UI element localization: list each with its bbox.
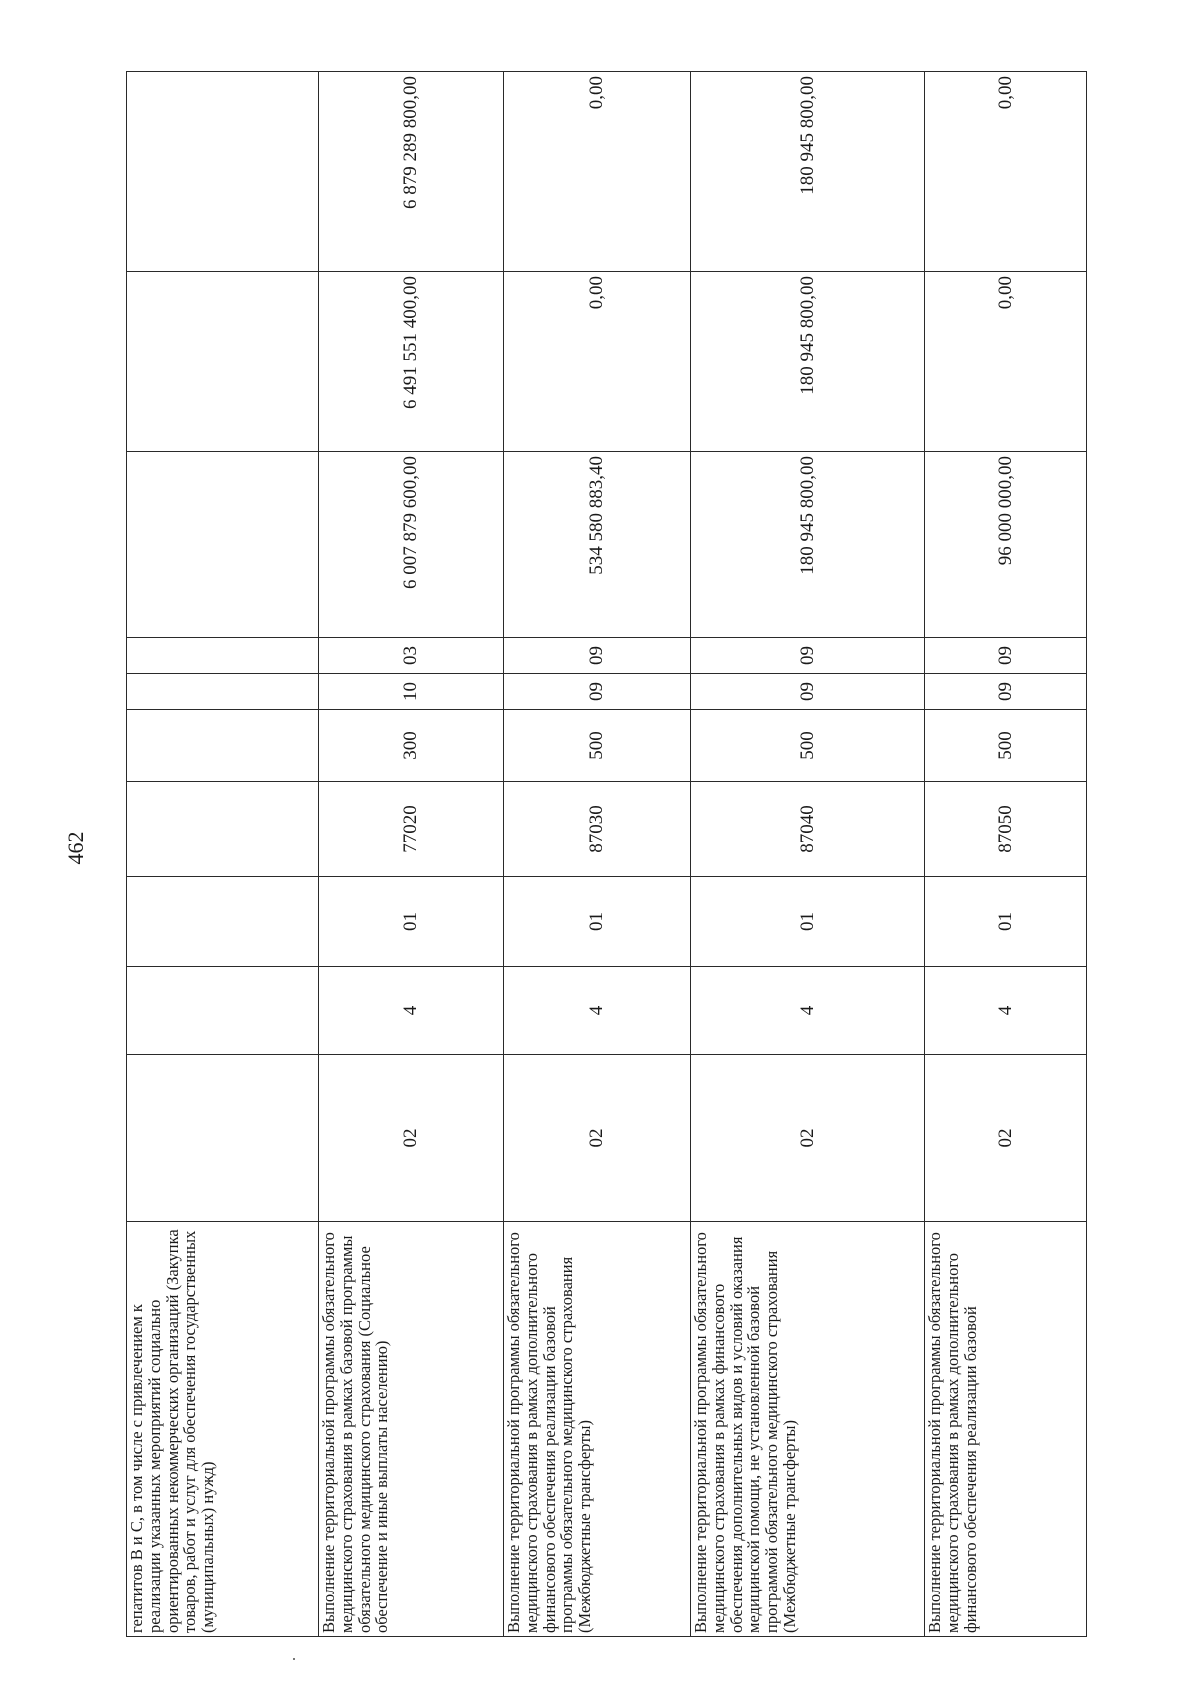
cell-csr: 87050 <box>925 782 1087 877</box>
cell-amount-1: 534 580 883,40 <box>504 452 691 638</box>
cell-col6 <box>127 674 319 710</box>
document-table-area <box>126 72 1086 1637</box>
table-row <box>925 72 1087 1637</box>
cell-col6: 10 <box>319 674 504 710</box>
cell-rz: 4 <box>691 967 925 1055</box>
cell-col7: 09 <box>504 638 691 674</box>
cell-amount-1 <box>127 452 319 638</box>
cell-pr: 01 <box>504 877 691 967</box>
cell-col6: 09 <box>925 674 1087 710</box>
table-row <box>504 72 691 1637</box>
cell-vr: 500 <box>504 710 691 782</box>
cell-csr <box>127 782 319 877</box>
cell-rz: 4 <box>925 967 1087 1055</box>
cell-mz: 02 <box>925 1055 1087 1222</box>
cell-vr: 500 <box>691 710 925 782</box>
cell-amount-2 <box>127 272 319 452</box>
cell-mz <box>127 1055 319 1222</box>
table-row <box>691 72 925 1637</box>
row-description: гепатитов В и С, в том числе с привлечением к реализации указанных мероприятий социально ориентированных некоммерческих организаций (Закупка товаров, работ и услуг для обеспечения государственных (муниципальных) нужд) <box>127 1222 319 1637</box>
cell-amount-2: 0,00 <box>925 272 1087 452</box>
cell-rz <box>127 967 319 1055</box>
cell-rz: 4 <box>504 967 691 1055</box>
cell-csr: 87030 <box>504 782 691 877</box>
cell-amount-1: 6 007 879 600,00 <box>319 452 504 638</box>
cell-rz: 4 <box>319 967 504 1055</box>
rotated-table-wrapper <box>126 72 1086 1637</box>
cell-mz: 02 <box>319 1055 504 1222</box>
cell-pr: 01 <box>319 877 504 967</box>
scan-speck <box>293 1658 295 1660</box>
cell-amount-1: 96 000 000,00 <box>925 452 1087 638</box>
cell-vr: 500 <box>925 710 1087 782</box>
cell-vr: 300 <box>319 710 504 782</box>
cell-amount-2: 180 945 800,00 <box>691 272 925 452</box>
cell-amount-2: 6 491 551 400,00 <box>319 272 504 452</box>
cell-csr: 77020 <box>319 782 504 877</box>
cell-csr: 87040 <box>691 782 925 877</box>
cell-amount-3: 180 945 800,00 <box>691 72 925 272</box>
cell-amount-3 <box>127 72 319 272</box>
cell-amount-3: 6 879 289 800,00 <box>319 72 504 272</box>
budget-table <box>126 71 1087 1637</box>
cell-mz: 02 <box>691 1055 925 1222</box>
row-description: Выполнение территориальной программы обязательного медицинского страхования в рамках дополнительного финансового обеспечения реализации базовой программы обязательного медицинского страхования (Межбюджетные трансферты) <box>504 1222 691 1637</box>
cell-col6: 09 <box>691 674 925 710</box>
cell-col7: 09 <box>925 638 1087 674</box>
cell-col7: 03 <box>319 638 504 674</box>
cell-col7: 09 <box>691 638 925 674</box>
cell-pr: 01 <box>925 877 1087 967</box>
table-row <box>319 72 504 1637</box>
cell-vr <box>127 710 319 782</box>
cell-mz: 02 <box>504 1055 691 1222</box>
cell-amount-2: 0,00 <box>504 272 691 452</box>
page-number: 462 <box>63 831 88 865</box>
row-description: Выполнение территориальной программы обязательного медицинского страхования в рамках базовой программы обязательного медицинского страхования (Социальное обеспечение и иные выплаты населению) <box>319 1222 504 1637</box>
cell-pr <box>127 877 319 967</box>
cell-pr: 01 <box>691 877 925 967</box>
cell-amount-3: 0,00 <box>504 72 691 272</box>
row-description: Выполнение территориальной программы обязательного медицинского страхования в рамках дополнительного финансового обеспечения реализации базовой <box>925 1222 1087 1637</box>
cell-amount-3: 0,00 <box>925 72 1087 272</box>
cell-amount-1: 180 945 800,00 <box>691 452 925 638</box>
table-row <box>127 72 319 1637</box>
cell-col6: 09 <box>504 674 691 710</box>
row-description: Выполнение территориальной программы обязательного медицинского страхования в рамках финансового обеспечения дополнительных видов и условий оказания медицинской помощи, не установленной базовой программой обязательного медицинского страхования (Межбюджетные трансферты) <box>691 1222 925 1637</box>
cell-col7 <box>127 638 319 674</box>
